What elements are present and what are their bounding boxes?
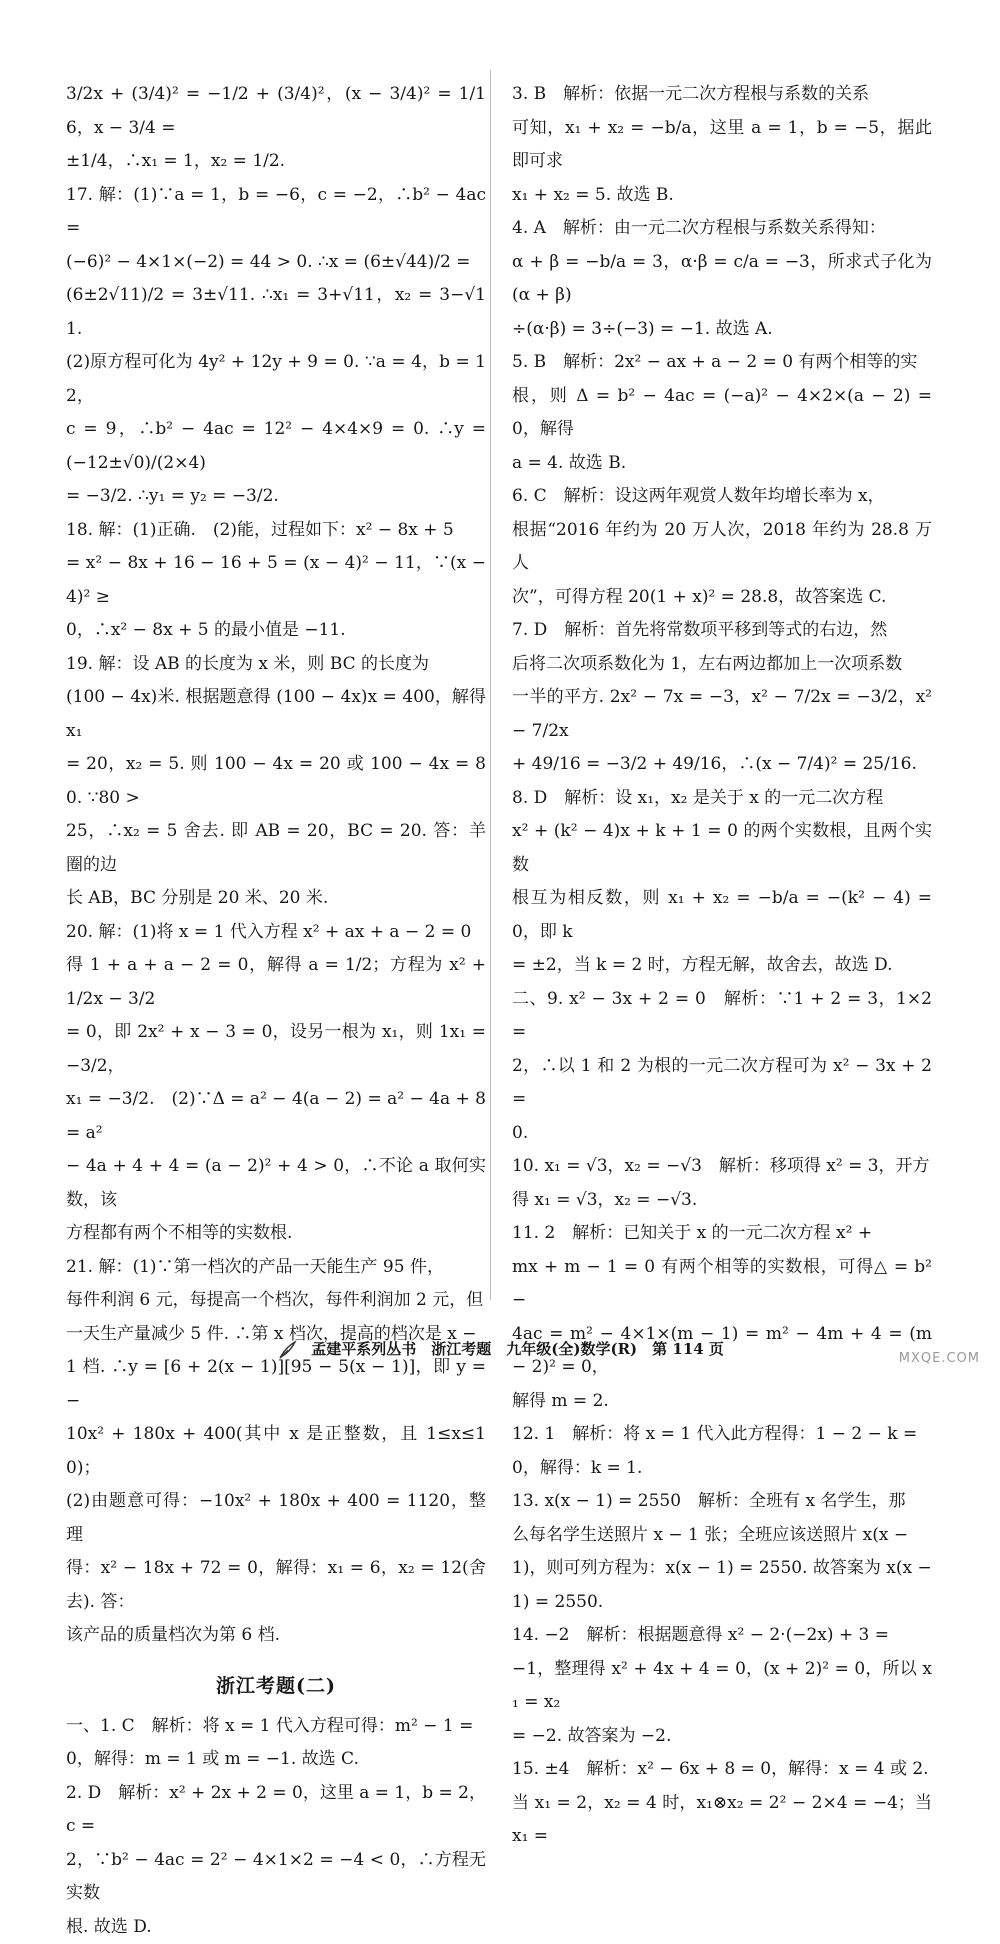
- right-line: 14. −2 解析：根据题意得 x² − 2·(−2x) + 3 =: [512, 1619, 932, 1653]
- feather-logo-icon: [276, 1339, 298, 1361]
- right-line: 11. 2 解析：已知关于 x 的一元二次方程 x² +: [512, 1217, 932, 1251]
- right-column: [512, 78, 932, 1854]
- right-line: 根，则 Δ = b² − 4ac = (−a)² − 4×2×(a − 2) = 0，解得: [512, 380, 932, 447]
- left-line: (100 − 4x)米. 根据题意得 (100 − 4x)x = 400，解得 x₁: [66, 681, 486, 748]
- page-footer: [0, 1338, 1000, 1361]
- left-line: (2)由题意可得：−10x² + 180x + 400 = 1120，整理: [66, 1485, 486, 1552]
- right-line: 15. ±4 解析：x² − 6x + 8 = 0，解得：x = 4 或 2.: [512, 1753, 932, 1787]
- right-line: 12. 1 解析：将 x = 1 代入此方程得：1 − 2 − k =: [512, 1418, 932, 1452]
- left-solutions-after-title: [66, 1710, 486, 1944]
- left-after-line: 一、1. C 解析：将 x = 1 代入方程可得：m² − 1 =: [66, 1710, 486, 1744]
- right-line: 1) = 2550.: [512, 1586, 932, 1620]
- left-line: 10x² + 180x + 400(其中 x 是正整数，且 1≤x≤10)；: [66, 1418, 486, 1485]
- right-line: 解得 m = 2.: [512, 1385, 932, 1419]
- right-line: 可知，x₁ + x₂ = −b/a，这里 a = 1，b = −5，据此即可求: [512, 112, 932, 179]
- left-line: (2)原方程可化为 4y² + 12y + 9 = 0. ∵a = 4，b = 12，: [66, 346, 486, 413]
- right-line: 6. C 解析：设这两年观赏人数年均增长率为 x，: [512, 480, 932, 514]
- left-line: = 0，即 2x² + x − 3 = 0，设另一根为 x₁，则 1x₁ = −3/2，: [66, 1016, 486, 1083]
- right-line: 根据“2016 年约为 20 万人次，2018 年约为 28.8 万人: [512, 514, 932, 581]
- right-line: 根互为相反数，则 x₁ + x₂ = −b/a = −(k² − 4) = 0，即 k: [512, 882, 932, 949]
- left-line: 0，∴x² − 8x + 5 的最小值是 −11.: [66, 614, 486, 648]
- right-line: 4. A 解析：由一元二次方程根与系数关系得知：: [512, 212, 932, 246]
- left-line: 19. 解：设 AB 的长度为 x 米，则 BC 的长度为: [66, 648, 486, 682]
- right-line: 2，∴以 1 和 2 为根的一元二次方程可为 x² − 3x + 2 =: [512, 1050, 932, 1117]
- right-solutions: [512, 78, 932, 1854]
- right-line: 一半的平方. 2x² − 7x = −3，x² − 7/2x = −3/2，x² − 7/2x: [512, 681, 932, 748]
- left-line: 17. 解：(1)∵a = 1，b = −6，c = −2，∴b² − 4ac =: [66, 179, 486, 246]
- left-line: 21. 解：(1)∵第一档次的产品一天能生产 95 件，: [66, 1251, 486, 1285]
- left-line: 20. 解：(1)将 x = 1 代入方程 x² + ax + a − 2 = 0: [66, 916, 486, 950]
- left-after-line: 2. D 解析：x² + 2x + 2 = 0，这里 a = 1，b = 2，c =: [66, 1777, 486, 1844]
- right-line: 4ac = m² − 4×1×(m − 1) = m² − 4m + 4 = (m − 2)² = 0，: [512, 1318, 932, 1385]
- right-line: x² + (k² − 4)x + k + 1 = 0 的两个实数根，且两个实数: [512, 815, 932, 882]
- left-line: (−6)² − 4×1×(−2) = 44 > 0. ∴x = (6±√44)/2 =: [66, 246, 486, 280]
- right-line: 么每名学生送照片 x − 1 张；全班应该送照片 x(x −: [512, 1519, 932, 1553]
- left-line: (6±2√11)/2 = 3±√11. ∴x₁ = 3+√11，x₂ = 3−√11.: [66, 279, 486, 346]
- right-line: = ±2，当 k = 2 时，方程无解，故舍去，故选 D.: [512, 949, 932, 983]
- left-line: 每件利润 6 元，每提高一个档次，每件利润加 2 元，但: [66, 1284, 486, 1318]
- right-line: 8. D 解析：设 x₁，x₂ 是关于 x 的一元二次方程: [512, 782, 932, 816]
- right-line: 1)，则可列方程为：x(x − 1) = 2550. 故答案为 x(x −: [512, 1552, 932, 1586]
- right-line: a = 4. 故选 B.: [512, 447, 932, 481]
- right-line: 0.: [512, 1117, 932, 1151]
- right-line: 后将二次项系数化为 1，左右两边都加上一次项系数: [512, 648, 932, 682]
- right-line: α + β = −b/a = 3，α·β = c/a = −3，所求式子化为(α + β): [512, 246, 932, 313]
- left-line: 18. 解：(1)正确. (2)能，过程如下：x² − 8x + 5: [66, 514, 486, 548]
- right-line: = −2. 故答案为 −2.: [512, 1720, 932, 1754]
- left-line: 3/2x + (3/4)² = −1/2 + (3/4)²，(x − 3/4)² = 1/16，x − 3/4 =: [66, 78, 486, 145]
- left-after-line: 2，∵b² − 4ac = 2² − 4×1×2 = −4 < 0，∴方程无实数: [66, 1844, 486, 1911]
- left-line: 该产品的质量档次为第 6 档.: [66, 1619, 486, 1653]
- watermark: MXQE.COM: [899, 1351, 980, 1366]
- right-line: 次”，可得方程 20(1 + x)² = 28.8，故答案选 C.: [512, 581, 932, 615]
- right-line: 5. B 解析：2x² − ax + a − 2 = 0 有两个相等的实: [512, 346, 932, 380]
- left-line: − 4a + 4 + 4 = (a − 2)² + 4 > 0，∴不论 a 取何实数，该: [66, 1150, 486, 1217]
- left-line: x₁ = −3/2. (2)∵Δ = a² − 4(a − 2) = a² − 4a + 8 = a²: [66, 1083, 486, 1150]
- left-line: = −3/2. ∴y₁ = y₂ = −3/2.: [66, 480, 486, 514]
- right-line: 3. B 解析：依据一元二次方程根与系数的关系: [512, 78, 932, 112]
- left-solutions: [66, 78, 486, 1653]
- left-line: 1 档. ∴y = [6 + 2(x − 1)][95 − 5(x − 1)]，即 y = −: [66, 1351, 486, 1418]
- left-line: c = 9，∴b² − 4ac = 12² − 4×4×9 = 0. ∴y = (−12±√0)/(2×4): [66, 413, 486, 480]
- left-line: = x² − 8x + 16 − 16 + 5 = (x − 4)² − 11，∵(x − 4)² ≥: [66, 547, 486, 614]
- right-line: mx + m − 1 = 0 有两个相等的实数根，可得△ = b² −: [512, 1251, 932, 1318]
- footer-text: 孟建平系列丛书 浙江考题 九年级(全)数学(R) 第 114 页: [311, 1340, 724, 1358]
- right-line: ÷(α·β) = 3÷(−3) = −1. 故选 A.: [512, 313, 932, 347]
- right-line: 当 x₁ = 2，x₂ = 4 时，x₁⊗x₂ = 2² − 2×4 = −4；当 x₁ =: [512, 1787, 932, 1854]
- left-after-line: 0，解得：m = 1 或 m = −1. 故选 C.: [66, 1743, 486, 1777]
- left-after-line: 根. 故选 D.: [66, 1911, 486, 1944]
- right-line: 0，解得：k = 1.: [512, 1452, 932, 1486]
- right-line: 13. x(x − 1) = 2550 解析：全班有 x 名学生，那: [512, 1485, 932, 1519]
- right-line: −1，整理得 x² + 4x + 4 = 0，(x + 2)² = 0，所以 x₁ = x₂: [512, 1653, 932, 1720]
- left-line: ±1/4，∴x₁ = 1，x₂ = 1/2.: [66, 145, 486, 179]
- right-line: 7. D 解析：首先将常数项平移到等式的右边，然: [512, 614, 932, 648]
- column-divider: [490, 70, 491, 1300]
- left-line: 一天生产量减少 5 件. ∴第 x 档次，提高的档次是 x −: [66, 1318, 486, 1352]
- left-line: 方程都有两个不相等的实数根.: [66, 1217, 486, 1251]
- section-title: 浙江考题(二): [66, 1671, 486, 1698]
- left-line: 长 AB，BC 分别是 20 米、20 米.: [66, 882, 486, 916]
- right-line: 10. x₁ = √3，x₂ = −√3 解析：移项得 x² = 3，开方: [512, 1150, 932, 1184]
- right-line: + 49/16 = −3/2 + 49/16，∴(x − 7/4)² = 25/16.: [512, 748, 932, 782]
- left-column: [66, 78, 486, 1944]
- left-line: 得：x² − 18x + 72 = 0，解得：x₁ = 6，x₂ = 12(舍去). 答：: [66, 1552, 486, 1619]
- left-line: 得 1 + a + a − 2 = 0，解得 a = 1/2；方程为 x² + 1/2x − 3/2: [66, 949, 486, 1016]
- left-line: = 20，x₂ = 5. 则 100 − 4x = 20 或 100 − 4x = 80. ∵80 >: [66, 748, 486, 815]
- left-line: 25，∴x₂ = 5 舍去. 即 AB = 20，BC = 20. 答：羊圈的边: [66, 815, 486, 882]
- right-line: 二、9. x² − 3x + 2 = 0 解析：∵1 + 2 = 3，1×2 =: [512, 983, 932, 1050]
- right-line: 得 x₁ = √3，x₂ = −√3.: [512, 1184, 932, 1218]
- right-line: x₁ + x₂ = 5. 故选 B.: [512, 179, 932, 213]
